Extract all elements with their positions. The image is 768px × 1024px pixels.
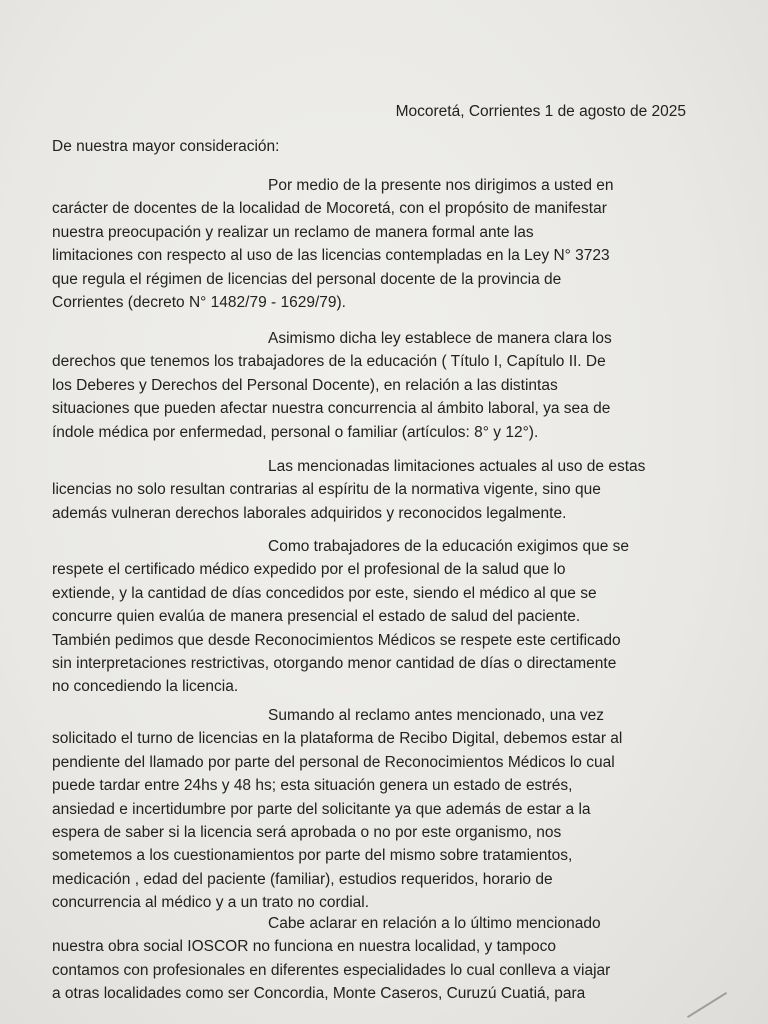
- paragraph-line: concurre quien evalúa de manera presencial el estado de salud del paciente.: [52, 608, 581, 626]
- paragraph-line: espera de saber si la licencia será aprobada o no por este organismo, nos: [52, 823, 562, 841]
- paragraph-line: ansiedad e incertidumbre por parte del solicitante ya que además de estar a la: [52, 800, 591, 818]
- paragraph-line: situaciones que pueden afectar nuestra concurrencia al ámbito laboral, ya sea de: [52, 400, 611, 418]
- salutation: De nuestra mayor consideración:: [52, 138, 280, 155]
- paragraph-4: [52, 535, 692, 699]
- paragraph-6: [52, 912, 692, 1006]
- paragraph-2: [52, 327, 692, 444]
- paragraph-line: que regula el régimen de licencias del personal docente de la provincia de: [52, 270, 562, 288]
- paragraph-line: carácter de docentes de la localidad de Mocoretá, con el propósito de manifestar: [52, 200, 607, 218]
- paragraph-line: índole médica por enfermedad, personal o familiar (artículos: 8° y 12°).: [52, 423, 539, 441]
- paragraph-line: además vulneran derechos laborales adquiridos y reconocidos legalmente.: [52, 504, 567, 522]
- date-line: Mocoretá, Corrientes 1 de agosto de 2025: [395, 103, 686, 120]
- paragraph-line: Asimismo dicha ley establece de manera clara los: [268, 330, 612, 347]
- paragraph-3: [52, 455, 692, 525]
- paragraph-line: También pedimos que desde Reconocimientos Médicos se respete este certificado: [52, 631, 621, 649]
- paragraph-line: Las mencionadas limitaciones actuales al uso de estas: [268, 458, 646, 475]
- paragraph-line: medicación , edad del paciente (familiar), estudios requeridos, horario de: [52, 870, 553, 888]
- paragraph-5: [52, 704, 692, 915]
- paragraph-line: limitaciones con respecto al uso de las licencias contempladas en la Ley N° 3723: [52, 247, 610, 265]
- paragraph-line: derechos que tenemos los trabajadores de la educación ( Título I, Capítulo II. De: [52, 353, 606, 371]
- paragraph-line: Como trabajadores de la educación exigimos que se: [268, 538, 630, 555]
- paragraph-1: [52, 174, 692, 314]
- paragraph-line: sin interpretaciones restrictivas, otorgando menor cantidad de días o directamente: [52, 654, 617, 672]
- paragraph-line: pendiente del llamado por parte del personal de Reconocimientos Médicos lo cual: [52, 753, 615, 771]
- paragraph-line: licencias no solo resultan contrarias al espíritu de la normativa vigente, sino que: [52, 481, 601, 499]
- paragraph-line: nuestra obra social IOSCOR no funciona en nuestra localidad, y tampoco: [52, 938, 557, 956]
- paragraph-line: no concediendo la licencia.: [52, 678, 239, 696]
- paragraph-line: sometemos a los cuestionamientos por parte del mismo sobre tratamientos,: [52, 847, 573, 865]
- paragraph-line: solicitado el turno de licencias en la plataforma de Recibo Digital, debemos estar al: [52, 730, 623, 748]
- paragraph-line: Cabe aclarar en relación a lo último mencionado: [268, 915, 601, 932]
- paragraph-line: puede tardar entre 24hs y 48 hs; esta situación genera un estado de estrés,: [52, 777, 573, 795]
- paragraph-line: Por medio de la presente nos dirigimos a usted en: [268, 177, 614, 194]
- paragraph-line: contamos con profesionales en diferentes especialidades lo cual conlleva a viajar: [52, 961, 611, 979]
- paragraph-line: a otras localidades como ser Concordia, Monte Caseros, Curuzú Cuatiá, para: [52, 985, 586, 1003]
- paragraph-line: nuestra preocupación y realizar un reclamo de manera formal ante las: [52, 223, 534, 241]
- paragraph-line: Sumando al reclamo antes mencionado, una vez: [268, 707, 605, 724]
- paragraph-line: concurrencia al médico y a un trato no cordial.: [52, 894, 370, 912]
- paragraph-line: extiende, y la cantidad de días concedidos por este, siendo el médico al que se: [52, 584, 597, 602]
- paragraph-line: respete el certificado médico expedido por el profesional de la salud que lo: [52, 561, 566, 579]
- paragraph-line: Corrientes (decreto N° 1482/79 - 1629/79).: [52, 293, 346, 311]
- paragraph-line: los Deberes y Derechos del Personal Docente), en relación a las distintas: [52, 376, 558, 394]
- pen-stroke-mark: [687, 992, 727, 1018]
